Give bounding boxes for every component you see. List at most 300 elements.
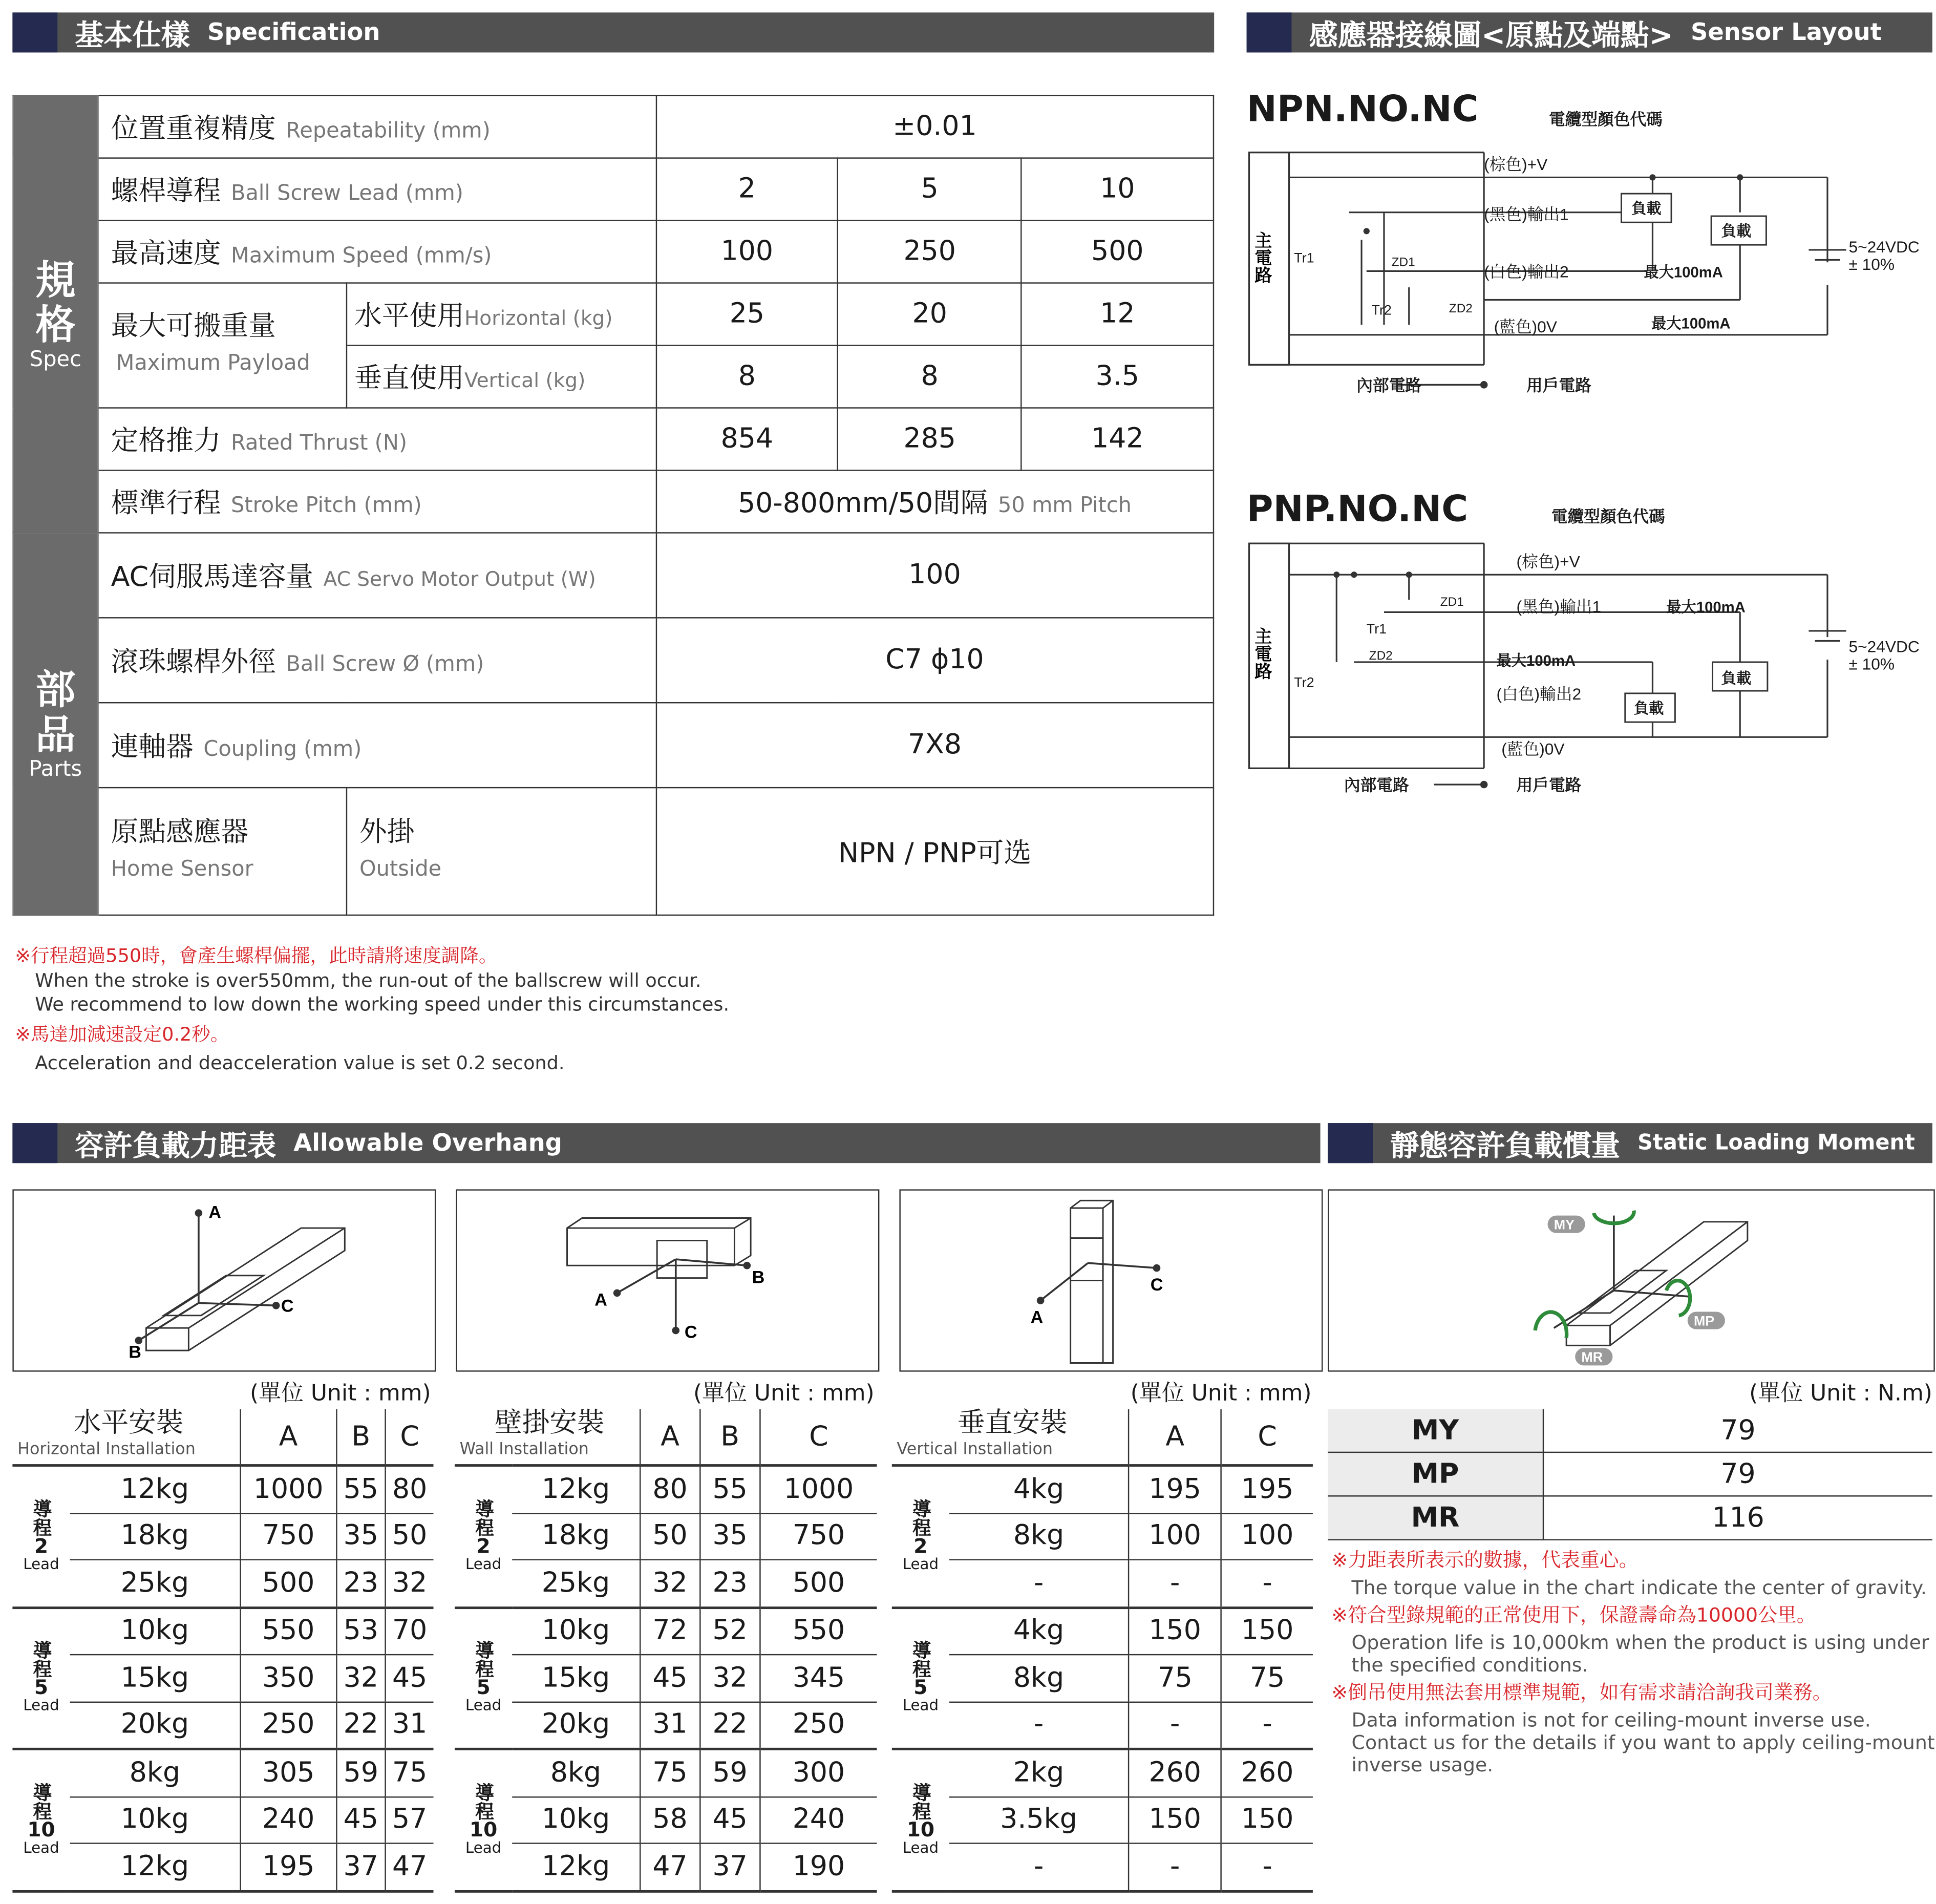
black-label: (黑色)輸出1 (1484, 205, 1569, 224)
cell: 12kg (70, 1843, 241, 1891)
table-row (892, 1607, 1313, 1655)
table-row (12, 1796, 433, 1843)
cell: 45 (336, 1796, 386, 1843)
cell: 8 (838, 346, 1022, 408)
sensor-header-zh: 感應器接線圖<原點及端點> (1309, 19, 1673, 52)
table-row (455, 1466, 877, 1513)
tr2-label: Tr2 (1371, 302, 1392, 318)
cell: 25 (656, 283, 838, 346)
row-label: 定格推力 Rated Thrust (N) (98, 408, 656, 470)
moment-key: MP (1328, 1452, 1543, 1496)
header-tab (12, 1123, 57, 1163)
cell: 240 (240, 1796, 336, 1843)
voltage-label: 5~24VDC (1848, 237, 1920, 256)
cell: 80 (386, 1466, 434, 1513)
moment-header-zh: 靜態容許負載慣量 (1390, 1130, 1621, 1162)
cell: 12kg (512, 1466, 640, 1513)
wall-axes-illustration (457, 1191, 878, 1370)
cell: 75 (1129, 1655, 1221, 1701)
zd1-label: ZD1 (1391, 255, 1415, 269)
table-row (12, 1513, 433, 1559)
cell: 57 (386, 1796, 434, 1843)
spec-header-en: Specification (207, 18, 380, 47)
installation-header: 垂直安裝 Vertical Installation (892, 1409, 1129, 1466)
row-label: 標準行程 Stroke Pitch (mm) (98, 470, 656, 533)
cell: 50 (386, 1513, 434, 1559)
main-circuit-label: 主電路 (1251, 231, 1271, 284)
column-header: C (1221, 1409, 1313, 1466)
cell: 150 (1129, 1796, 1221, 1843)
max-label: 最大100mA (1496, 653, 1576, 670)
cell: 350 (240, 1655, 336, 1701)
table-header-row (892, 1409, 1313, 1466)
cell: 18kg (70, 1513, 241, 1559)
row-sublabel: 外掛 Outside (346, 788, 656, 915)
cell: 100 (656, 221, 838, 283)
axis-c-label: C (684, 1322, 697, 1342)
cell: 345 (760, 1655, 877, 1701)
inner-label: 內部電路 (1356, 376, 1422, 395)
table-row (1328, 1496, 1932, 1539)
cell: 25kg (512, 1560, 640, 1607)
cell: 750 (760, 1513, 877, 1559)
row-label: 滾珠螺桿外徑 Ball Screw Ø (mm) (98, 618, 656, 703)
pnp-wiring-diagram (1247, 487, 1936, 812)
white-label: (白色)輸出2 (1496, 685, 1582, 704)
cell: 22 (700, 1702, 760, 1749)
axis-a-label: A (594, 1290, 607, 1310)
cell: 35 (336, 1513, 386, 1559)
note: ※馬達加減速設定0.2秒。 (15, 1022, 229, 1045)
cell: 260 (1221, 1749, 1313, 1796)
table-row (13, 470, 1214, 533)
mr-label: MR (1581, 1349, 1603, 1365)
moment-diagram (1328, 1189, 1935, 1371)
cell: - (1129, 1843, 1221, 1891)
cell: 25kg (70, 1560, 241, 1607)
table-row (455, 1843, 877, 1891)
cell: 100 (1129, 1513, 1221, 1559)
table-row (892, 1843, 1313, 1891)
table-row (12, 1607, 433, 1655)
load-label: 負載 (1631, 201, 1662, 218)
note-en: Data information is not for ceiling-mount inverse use. Contact us for the details if you want to apply ceiling-mount inverse usage. (1351, 1709, 1935, 1776)
cell: 72 (640, 1607, 700, 1655)
cell: 18kg (512, 1513, 640, 1559)
unit-label: (單位 Unit : mm) (693, 1380, 875, 1407)
cell: 23 (336, 1560, 386, 1607)
vertical-diagram (899, 1189, 1323, 1371)
moment-table (1328, 1409, 1932, 1540)
table-row (13, 96, 1214, 158)
cell: - (1221, 1560, 1313, 1607)
lead-group-label: 導程 2 Lead (12, 1466, 70, 1607)
table-row (892, 1796, 1313, 1843)
cell: 1000 (760, 1466, 877, 1513)
table-row (892, 1749, 1313, 1796)
lead-group-label: 導程 2 Lead (892, 1466, 949, 1607)
cell: 37 (336, 1843, 386, 1891)
tolerance-label: ± 10% (1848, 255, 1895, 273)
cell: 8kg (512, 1749, 640, 1796)
spec-notes (15, 944, 729, 1076)
row-sublabel: 垂直使用Vertical (kg) (346, 346, 656, 408)
cell: 500 (760, 1560, 877, 1607)
cable-label: 電纜型顏色代碼 (1548, 110, 1663, 129)
cell: 8kg (949, 1655, 1129, 1701)
note: ※符合型錄規範的正常使用下，保證壽命為10000公里。 (1331, 1604, 1816, 1627)
cell: 31 (386, 1702, 434, 1749)
cell: 550 (760, 1607, 877, 1655)
cell: 32 (640, 1560, 700, 1607)
table-row (12, 1749, 433, 1796)
note-en: When the stroke is over550mm, the run-out of the ballscrew will occur. (35, 968, 701, 991)
cell: 195 (240, 1843, 336, 1891)
max-label: 最大100mA (1666, 599, 1746, 616)
horizontal-axes-illustration (14, 1191, 435, 1370)
cable-label: 電纜型顏色代碼 (1551, 507, 1665, 526)
table-row (892, 1513, 1313, 1559)
table-row (455, 1607, 877, 1655)
table-row (455, 1702, 877, 1749)
table-row (12, 1466, 433, 1513)
cell: 10kg (512, 1607, 640, 1655)
cell: 2kg (949, 1749, 1129, 1796)
npn-wiring-diagram (1247, 88, 1936, 412)
cell: - (1221, 1843, 1313, 1891)
cell: C7 ϕ10 (656, 618, 1214, 703)
cell: 47 (386, 1843, 434, 1891)
table-row (12, 1843, 433, 1891)
cell: 150 (1129, 1607, 1221, 1655)
load-label: 負載 (1633, 700, 1664, 717)
table-row (13, 703, 1214, 788)
axis-b-label: B (129, 1342, 141, 1362)
cell: 45 (700, 1796, 760, 1843)
cell: 50 (640, 1513, 700, 1559)
moment-header-en: Static Loading Moment (1637, 1130, 1915, 1156)
tr1-label: Tr1 (1294, 250, 1314, 266)
lead-group-label: 導程 10 Lead (892, 1749, 949, 1891)
cell: 1000 (240, 1466, 336, 1513)
cell: 300 (760, 1749, 877, 1796)
cell: 750 (240, 1513, 336, 1559)
cell: 35 (700, 1513, 760, 1559)
brown-label: (棕色)+V (1484, 155, 1548, 174)
wall-overhang-table (455, 1409, 877, 1892)
horizontal-diagram (12, 1189, 436, 1371)
cell: 59 (336, 1749, 386, 1796)
cell: 15kg (512, 1655, 640, 1701)
load-label: 負載 (1721, 670, 1752, 687)
cell: 7X8 (656, 703, 1214, 788)
table-row (455, 1513, 877, 1559)
note: ※行程超過550時，會產生螺桿偏擺，此時請將速度調降。 (15, 944, 498, 967)
moment-key: MY (1328, 1409, 1543, 1452)
cell: 240 (760, 1796, 877, 1843)
cell: 3.5 (1022, 346, 1214, 408)
cell: 4kg (949, 1607, 1129, 1655)
row-label: AC伺服馬達容量 AC Servo Motor Output (W) (98, 533, 656, 618)
cell: 55 (336, 1466, 386, 1513)
vertical-overhang-table (892, 1409, 1313, 1892)
axis-b-label: B (752, 1267, 765, 1287)
overhang-header (12, 1123, 1320, 1163)
table-row (13, 283, 1214, 346)
tolerance-label: ± 10% (1848, 654, 1895, 673)
sensor-header (1247, 12, 1932, 52)
table-row (892, 1560, 1313, 1607)
note-en: Operation life is 10,000km when the product is using under the specified conditions. (1351, 1631, 1929, 1677)
max-label: 最大100mA (1651, 315, 1731, 332)
table-row (12, 1655, 433, 1701)
table-row (892, 1655, 1313, 1701)
cell: 3.5kg (949, 1796, 1129, 1843)
cell: 854 (656, 408, 838, 470)
cell: - (1129, 1560, 1221, 1607)
cell: 150 (1221, 1607, 1313, 1655)
moment-value: 79 (1543, 1452, 1932, 1496)
table-row (12, 1702, 433, 1749)
spec-group-label: 規 格 Spec (13, 96, 98, 533)
cell: - (949, 1560, 1129, 1607)
table-row (13, 158, 1214, 221)
cell: 100 (1221, 1513, 1313, 1559)
moment-key: MR (1328, 1496, 1543, 1539)
table-row (455, 1655, 877, 1701)
cell: 20kg (512, 1702, 640, 1749)
cell: 550 (240, 1607, 336, 1655)
max-label: 最大100mA (1644, 264, 1723, 281)
spec-header (12, 12, 1214, 52)
cell: 55 (700, 1466, 760, 1513)
zd1-label: ZD1 (1440, 595, 1464, 609)
column-header: C (386, 1409, 434, 1466)
axis-a-label: A (1030, 1307, 1044, 1327)
cell: 32 (386, 1560, 434, 1607)
blue-label: (藍色)0V (1501, 739, 1565, 758)
cell: 250 (240, 1702, 336, 1749)
cell: 8kg (70, 1749, 241, 1796)
cell: 12 (1022, 283, 1214, 346)
header-tab (1328, 1123, 1373, 1163)
pnp-title: PNP.NO.NC (1246, 487, 1469, 530)
column-header: A (240, 1409, 336, 1466)
header-tab (1247, 12, 1292, 52)
cell: 32 (700, 1655, 760, 1701)
installation-header: 水平安裝 Horizontal Installation (12, 1409, 240, 1466)
cell: 45 (386, 1655, 434, 1701)
cell: 23 (700, 1560, 760, 1607)
pnp-circuit (1247, 487, 1936, 812)
tr1-label: Tr1 (1366, 621, 1387, 637)
cell: 70 (386, 1607, 434, 1655)
lead-group-label: 導程 10 Lead (12, 1749, 70, 1891)
user-label: 用戶電路 (1516, 776, 1582, 795)
my-label: MY (1554, 1217, 1575, 1233)
black-label: (黑色)輸出1 (1516, 597, 1602, 616)
spec-header-zh: 基本仕樣 (75, 19, 190, 52)
moment-value: 79 (1543, 1409, 1932, 1452)
cell: 150 (1221, 1796, 1313, 1843)
cell: 190 (760, 1843, 877, 1891)
cell: - (949, 1702, 1129, 1749)
cell: 142 (1022, 408, 1214, 470)
lead-group-label: 導程 10 Lead (455, 1749, 512, 1891)
cell: 12kg (70, 1466, 241, 1513)
npn-title: NPN.NO.NC (1246, 87, 1479, 130)
axis-a-label: A (208, 1202, 222, 1222)
row-sublabel: 水平使用Horizontal (kg) (346, 283, 656, 346)
lead-group-label: 導程 2 Lead (455, 1466, 512, 1607)
table-row (892, 1702, 1313, 1749)
overhang-header-en: Allowable Overhang (293, 1129, 562, 1157)
header-tab (12, 12, 57, 52)
unit-label: (單位 Unit : mm) (249, 1380, 431, 1407)
cell: 10kg (512, 1796, 640, 1843)
cell: 75 (1221, 1655, 1313, 1701)
table-row (12, 1560, 433, 1607)
table-header-row (12, 1409, 433, 1466)
column-header: B (700, 1409, 760, 1466)
cell: 260 (1129, 1749, 1221, 1796)
cell: - (949, 1843, 1129, 1891)
cell: 20 (838, 283, 1022, 346)
table-row (455, 1796, 877, 1843)
moment-notes (1332, 1549, 1936, 1776)
wall-diagram (456, 1189, 879, 1371)
npn-circuit (1247, 88, 1936, 412)
moment-value: 116 (1543, 1496, 1932, 1539)
table-row (1328, 1452, 1932, 1496)
cell: 500 (240, 1560, 336, 1607)
cell: 8kg (949, 1513, 1129, 1559)
row-label: 螺桿導程 Ball Screw Lead (mm) (98, 158, 656, 221)
vertical-axes-illustration (901, 1191, 1322, 1370)
row-label: 原點感應器 Home Sensor (98, 788, 346, 915)
cell: 53 (336, 1607, 386, 1655)
cell: 10kg (70, 1796, 241, 1843)
cell: 31 (640, 1702, 700, 1749)
cell: 47 (640, 1843, 700, 1891)
cell: 12kg (512, 1843, 640, 1891)
voltage-label: 5~24VDC (1848, 637, 1920, 656)
cell: 500 (1022, 221, 1214, 283)
lead-group-label: 導程 5 Lead (12, 1607, 70, 1749)
cell: 37 (700, 1843, 760, 1891)
column-header: B (336, 1409, 386, 1466)
lead-group-label: 導程 5 Lead (892, 1607, 949, 1749)
user-label: 用戶電路 (1526, 376, 1591, 395)
cell: - (1129, 1702, 1221, 1749)
axis-c-label: C (1150, 1275, 1163, 1295)
cell: 285 (838, 408, 1022, 470)
blue-label: (藍色)0V (1494, 317, 1557, 336)
cell: 75 (640, 1749, 700, 1796)
inner-label: 內部電路 (1344, 776, 1409, 795)
cell: 58 (640, 1796, 700, 1843)
cell: 2 (656, 158, 838, 221)
cell: 32 (336, 1655, 386, 1701)
column-header: C (760, 1409, 877, 1466)
cell: 22 (336, 1702, 386, 1749)
cell: 250 (838, 221, 1022, 283)
row-label: 位置重複精度 Repeatability (mm) (98, 96, 656, 158)
table-row (455, 1560, 877, 1607)
tr2-label: Tr2 (1294, 674, 1314, 690)
note: ※倒吊使用無法套用標準規範，如有需求請洽詢我司業務。 (1331, 1681, 1832, 1704)
cell: 20kg (70, 1702, 241, 1749)
table-row (13, 408, 1214, 470)
table-row (892, 1466, 1313, 1513)
installation-header: 壁掛安裝 Wall Installation (455, 1409, 640, 1466)
cell: 5 (838, 158, 1022, 221)
main-circuit-label: 主電路 (1251, 627, 1271, 680)
table-row (13, 533, 1214, 618)
unit-label: (單位 Unit : mm) (1130, 1380, 1312, 1407)
cell: 250 (760, 1702, 877, 1749)
column-header: A (1129, 1409, 1221, 1466)
cell: 45 (640, 1655, 700, 1701)
cell: ±0.01 (656, 96, 1214, 158)
zd2-label: ZD2 (1449, 301, 1473, 315)
row-label: 最大可搬重量 Maximum Payload (98, 283, 346, 408)
cell: 305 (240, 1749, 336, 1796)
note-en: Acceleration and deacceleration value is set 0.2 second. (35, 1052, 565, 1074)
note: ※力距表所表示的數據，代表重心。 (1331, 1549, 1639, 1572)
axis-c-label: C (281, 1296, 294, 1316)
cell: 195 (1129, 1466, 1221, 1513)
cell: 50-800mm/50間隔 50 mm Pitch (656, 470, 1214, 533)
cell: 4kg (949, 1466, 1129, 1513)
cell: NPN / PNP可选 (656, 788, 1214, 915)
cell: 15kg (70, 1655, 241, 1701)
table-row (13, 788, 1214, 915)
cell: - (1221, 1702, 1313, 1749)
mp-label: MP (1693, 1313, 1715, 1329)
brown-label: (棕色)+V (1516, 552, 1580, 571)
note-en: The torque value in the chart indicate the center of gravity. (1351, 1576, 1927, 1599)
overhang-header-zh: 容許負載力距表 (75, 1130, 276, 1162)
cell: 100 (656, 533, 1214, 618)
cell: 10kg (70, 1607, 241, 1655)
table-row (455, 1749, 877, 1796)
sensor-header-en: Sensor Layout (1690, 18, 1882, 47)
cell: 75 (386, 1749, 434, 1796)
table-row (1328, 1409, 1932, 1452)
cell: 8 (656, 346, 838, 408)
table-row (13, 221, 1214, 283)
column-header: A (640, 1409, 700, 1466)
parts-group-label: 部 品 Parts (13, 533, 98, 915)
zd2-label: ZD2 (1369, 649, 1393, 663)
lead-group-label: 導程 5 Lead (455, 1607, 512, 1749)
cell: 59 (700, 1749, 760, 1796)
cell: 10 (1022, 158, 1214, 221)
row-label: 連軸器 Coupling (mm) (98, 703, 656, 788)
load-label: 負載 (1721, 223, 1752, 240)
horizontal-overhang-table (12, 1409, 433, 1892)
spec-table (12, 95, 1214, 916)
note-en: We recommend to low down the working speed under this circumstances. (35, 993, 730, 1016)
unit-label: (單位 Unit : N.m) (1749, 1380, 1932, 1407)
cell: 195 (1221, 1466, 1313, 1513)
moment-header (1328, 1123, 1932, 1163)
moment-axes-illustration (1329, 1191, 1934, 1370)
table-header-row (455, 1409, 877, 1466)
cell: 52 (700, 1607, 760, 1655)
cell: 80 (640, 1466, 700, 1513)
